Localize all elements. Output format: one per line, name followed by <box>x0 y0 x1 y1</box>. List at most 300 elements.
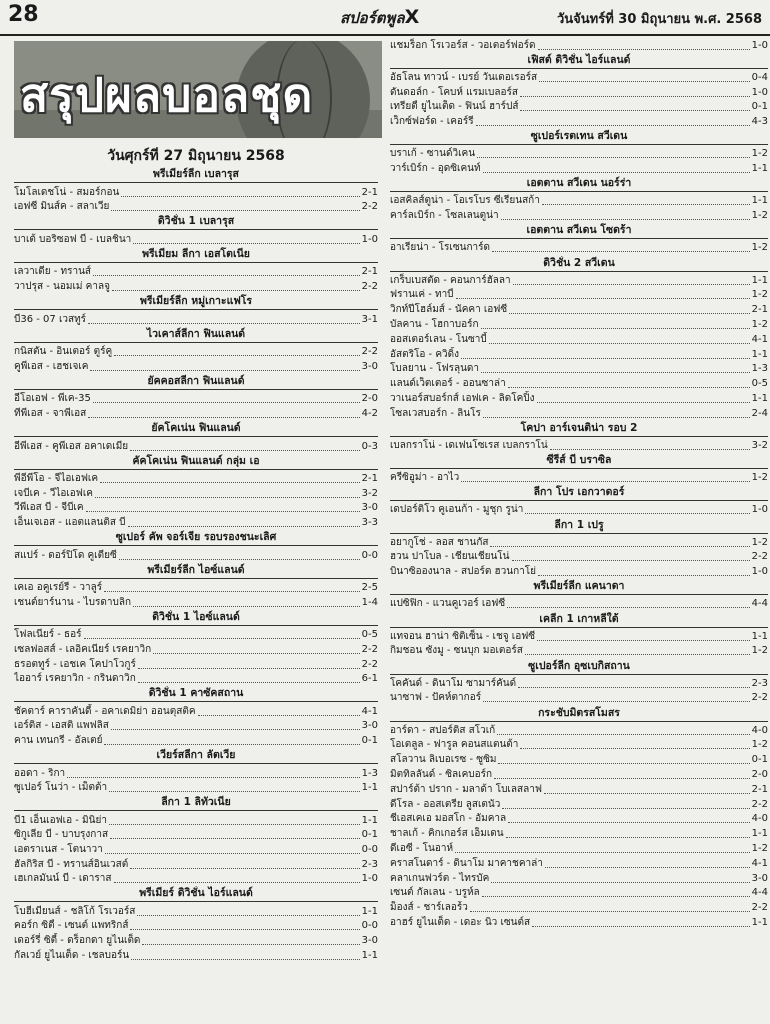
match-score: 2-5 <box>361 582 378 594</box>
match-score: 0-1 <box>751 101 768 113</box>
dot-leader <box>153 653 360 654</box>
match-score: 1-3 <box>751 363 768 375</box>
dot-leader <box>477 157 750 158</box>
match-teams: ออดา - ริกา <box>14 767 66 779</box>
dot-leader <box>455 852 750 853</box>
match-row <box>390 676 768 690</box>
dot-leader <box>461 481 749 482</box>
match-score: 1-4 <box>361 596 378 608</box>
dot-leader <box>128 526 360 527</box>
match-row <box>390 565 768 579</box>
match-score: 0-0 <box>361 843 378 855</box>
league-heading: ดิวิชั่น 2 สวีเดน <box>390 256 768 272</box>
match-row <box>390 753 768 767</box>
match-score: 1-1 <box>751 163 768 175</box>
match-teams: เบลกราโน่ - เดเฟนโซเรส เบลกราโน่ <box>390 439 548 451</box>
dot-leader <box>198 715 360 716</box>
match-row <box>390 377 768 391</box>
match-score: 2-2 <box>361 658 378 670</box>
league-heading: ไวเคาส์ลีกา ฟินแลนด์ <box>14 327 378 343</box>
dot-leader <box>501 219 750 220</box>
match-teams: กิมชอน ซังมู - ซนบุก มอเตอร์ส <box>390 645 523 657</box>
league-heading: โคปา อาร์เจนติน่า รอบ 2 <box>390 421 768 437</box>
match-score: 0-1 <box>361 829 378 841</box>
match-row <box>14 406 378 420</box>
match-score: 2-1 <box>751 783 768 795</box>
match-row <box>390 241 768 255</box>
match-row <box>390 871 768 885</box>
match-score: 1-1 <box>751 195 768 207</box>
match-score: 1-1 <box>361 905 378 917</box>
dot-leader <box>461 358 750 359</box>
match-score: 4-2 <box>361 407 378 419</box>
match-teams: เลวาเดีย - ทรานส์ <box>14 266 92 278</box>
match-row <box>14 439 378 453</box>
league-heading: ดิวิชั่น 1 ไอซ์แลนด์ <box>14 610 378 626</box>
match-row <box>390 723 768 737</box>
match-teams: โมโลเดชโน่ - สมอร์กอน <box>14 186 120 198</box>
match-row <box>14 781 378 795</box>
match-row <box>390 391 768 405</box>
dot-leader <box>542 204 750 205</box>
match-row <box>390 406 768 420</box>
match-row <box>14 933 378 947</box>
match-score: 1-2 <box>751 536 768 548</box>
dot-leader <box>537 640 750 641</box>
dot-leader <box>481 328 750 329</box>
match-row <box>14 672 378 686</box>
match-score: 2-3 <box>361 858 378 870</box>
match-teams: ฮวน ปาโบล - เชียนเชียนโน่ <box>390 551 510 563</box>
dot-leader <box>509 313 749 314</box>
match-teams: เกร็บเบสตัด - คอนการ์ฮัลลา <box>390 274 511 286</box>
match-score: 6-1 <box>361 673 378 685</box>
league-heading: ลีกา โปร เอกวาดอร์ <box>390 485 768 501</box>
league-heading: คัคโคเน่น ฟินแลนด์ กลุ่ม เอ <box>14 454 378 470</box>
match-row <box>14 359 378 373</box>
match-teams: บินาซิอองนาล - สปอร์ต ฮวนกาโย่ <box>390 566 536 578</box>
match-row <box>390 812 768 826</box>
dot-leader <box>490 546 749 547</box>
dot-leader <box>544 793 750 794</box>
match-teams: เซนต์ กัลเลน - บรูห์ล <box>390 887 480 899</box>
match-teams: กัลเวย์ ยูไนเต็ด - เชลบอร์น <box>14 949 130 961</box>
match-score: 2-2 <box>751 551 768 563</box>
match-row <box>14 719 378 733</box>
match-score: 3-0 <box>361 360 378 372</box>
dot-leader <box>121 196 359 197</box>
match-teams: เจบีเค - วีไอเอฟเค <box>14 487 93 499</box>
dot-leader <box>513 284 750 285</box>
match-teams: วีพีเอส บี - จีบีเค <box>14 502 84 514</box>
match-row <box>14 766 378 780</box>
match-row <box>390 115 768 129</box>
match-score: 2-2 <box>361 201 378 213</box>
match-row <box>14 857 378 871</box>
match-row <box>390 332 768 346</box>
match-teams: ธรอตทูร์ - เอชเค โคปาโวกูร์ <box>14 658 136 670</box>
match-row <box>390 644 768 658</box>
brand-logo <box>340 6 419 30</box>
league-heading: ดิวิชั่น 1 เบลารุส <box>14 214 378 230</box>
match-row <box>14 813 378 827</box>
league-heading: พรีเมียร์ลีก ไอซ์แลนด์ <box>14 563 378 579</box>
match-score: 1-2 <box>751 289 768 301</box>
match-row <box>14 501 378 515</box>
dot-leader <box>520 748 749 749</box>
match-row <box>390 550 768 564</box>
match-row <box>14 628 378 642</box>
match-teams: อัสตริโอ - ควิดิ้ง <box>390 348 459 360</box>
dot-leader <box>507 607 750 608</box>
match-score: 4-1 <box>751 857 768 869</box>
match-teams: แลนด์เว็ตเตอร์ - ออนซาล่า <box>390 378 506 390</box>
dot-leader <box>114 882 360 883</box>
match-score: 0-0 <box>361 549 378 561</box>
match-score: 2-2 <box>361 643 378 655</box>
match-teams: บัลคาน - โฮกาบอร์ก <box>390 318 479 330</box>
match-row <box>390 362 768 376</box>
match-teams: บราเก้ - ซานด์วิเคน <box>390 148 476 160</box>
match-teams: แทจอน ฮาน่า ซิติเซ็น - เชจู เอฟซี <box>390 630 536 642</box>
match-teams: อยากูโช่ - ลอส ชานกัส <box>390 536 489 548</box>
match-score: 3-0 <box>751 872 768 884</box>
match-row <box>14 200 378 214</box>
match-teams: ทีพีเอส - จาพีเอส <box>14 407 87 419</box>
match-teams: อาร์ดา - สปอร์ติส สโวเก้ <box>390 724 496 736</box>
match-teams: บาเต้ บอริซอฟ บี - เบลชินา <box>14 233 132 245</box>
match-teams: โคคันด์ - ดินาโม ซามาร์คันด์ <box>390 677 517 689</box>
match-teams: โบลยาน - โฟรลุนดา <box>390 363 480 375</box>
match-score: 4-1 <box>361 705 378 717</box>
dot-leader <box>131 959 359 960</box>
match-score: 1-1 <box>751 828 768 840</box>
league-heading: พรีเมียร์ลีก เบลารุส <box>14 167 378 183</box>
match-score: 1-0 <box>361 233 378 245</box>
match-teams: วาปรุส - นอมเม่ คาลจู <box>14 280 110 292</box>
match-row <box>390 886 768 900</box>
match-score: 1-1 <box>751 348 768 360</box>
dot-leader <box>88 323 360 324</box>
league-heading: ลีกา 1 เปรู <box>390 518 768 534</box>
match-teams: โฟลเนียร์ - ธอร์ <box>14 629 82 641</box>
dot-leader <box>525 513 749 514</box>
match-row <box>14 642 378 656</box>
match-score: 1-0 <box>751 86 768 98</box>
dot-leader <box>508 822 750 823</box>
league-heading: พรีเมียร์ ดิวิชั่น ไอร์แลนด์ <box>14 886 378 902</box>
match-row <box>390 438 768 452</box>
match-teams: เอ็นเจเอส - แอตแลนติส บี <box>14 516 126 528</box>
dot-leader <box>93 402 360 403</box>
match-teams: แชมร็อก โรเวอร์ส - วอเตอร์ฟอร์ด <box>390 39 536 51</box>
dot-leader <box>111 210 359 211</box>
match-row <box>390 841 768 855</box>
dot-leader <box>476 125 750 126</box>
match-score: 1-1 <box>751 274 768 286</box>
dot-leader <box>482 896 750 897</box>
dot-leader <box>512 560 750 561</box>
dot-leader <box>130 450 359 451</box>
match-teams: เคเอ อคูเรย์รี่ - วาลูร์ <box>14 582 103 594</box>
match-row <box>390 273 768 287</box>
dot-leader <box>483 701 750 702</box>
match-teams: ชัคตาร์ คาราคันดี้ - อคาเดมิย่า ออนตุสติค <box>14 705 196 717</box>
match-teams: ออสเตอร์เลน - โนซาบี้ <box>390 333 487 345</box>
match-row <box>14 515 378 529</box>
match-score: 4-1 <box>751 333 768 345</box>
match-teams: ชีเอสเคเอ มอสโก - อัมคาล <box>390 813 507 825</box>
dot-leader <box>497 734 749 735</box>
match-row <box>390 856 768 870</box>
match-row <box>390 767 768 781</box>
match-teams: คาน เทนกรี - อัลเตย์ <box>14 734 103 746</box>
dot-leader <box>520 110 749 111</box>
match-teams: มิตทิลลันด์ - ซิลเคบอร์ก <box>390 768 493 780</box>
match-score: 1-2 <box>751 739 768 751</box>
dot-leader <box>137 915 359 916</box>
match-teams: นาซาฟ - ปัคห์ตากอร์ <box>390 692 482 704</box>
match-teams: แปซิฟิก - แวนคูเวอร์ เอฟซี <box>390 598 506 610</box>
match-score: 4-4 <box>751 887 768 899</box>
match-score: 3-0 <box>361 502 378 514</box>
match-teams: วาเนอร์สบอร์กส์ เอฟเค - ลิดโคปิ้ง <box>390 392 535 404</box>
dot-leader <box>538 575 750 576</box>
match-score: 1-1 <box>751 392 768 404</box>
match-row <box>14 733 378 747</box>
page-number: 28 <box>8 2 39 27</box>
dot-leader <box>502 808 749 809</box>
match-row <box>14 185 378 199</box>
match-score: 0-4 <box>751 71 768 83</box>
match-row <box>390 827 768 841</box>
match-row <box>14 486 378 500</box>
match-row <box>390 85 768 99</box>
match-score: 1-3 <box>361 767 378 779</box>
match-row <box>390 194 768 208</box>
match-teams: บี36 - 07 เวสทูร์ <box>14 313 87 325</box>
dot-leader <box>105 853 360 854</box>
match-teams: สโลวาน ลิเบอเรซ - ซูซิม <box>390 754 497 766</box>
match-teams: ซิกูเลีย บี - บาบรุงกาส <box>14 829 109 841</box>
match-teams: กนิสตัน - อินเตอร์ ตูร์คู <box>14 346 113 358</box>
dot-leader <box>520 96 750 97</box>
match-teams: เว็กซ์ฟอร์ด - เคอร์รี่ <box>390 116 474 128</box>
match-teams: ครีซิอูม่า - อาไว <box>390 472 460 484</box>
match-score: 1-2 <box>751 210 768 222</box>
match-teams: เทรียตี้ ยูไนเต็ด - ฟินน์ ฮาร์ปส์ <box>390 101 519 113</box>
match-row <box>390 782 768 796</box>
match-teams: เฮเกลมันน์ บี - เดาราส <box>14 873 112 885</box>
dot-leader <box>130 868 359 869</box>
league-heading: ยัคคอสลีกา ฟินแลนด์ <box>14 374 378 390</box>
match-row <box>14 279 378 293</box>
match-score: 3-2 <box>751 439 768 451</box>
league-heading: พรีเมียม ลีกา เอสโตเนีย <box>14 247 378 263</box>
match-row <box>390 915 768 929</box>
match-row <box>14 948 378 962</box>
match-score: 4-3 <box>751 116 768 128</box>
match-score: 1-1 <box>361 949 378 961</box>
match-score: 1-0 <box>751 39 768 51</box>
match-teams: ดีโรล - ออสเตรีย ลูสเตนัว <box>390 798 501 810</box>
match-score: 4-4 <box>751 598 768 610</box>
league-heading: ดิวิชั่น 1 คาซัคสถาน <box>14 686 378 702</box>
dot-leader <box>491 882 749 883</box>
match-score: 0-3 <box>361 440 378 452</box>
dot-leader <box>104 744 359 745</box>
dot-leader <box>142 944 359 945</box>
dot-leader <box>456 298 750 299</box>
match-teams: เดปอร์ติโว คูเอนก้า - มูชุก รูน่า <box>390 504 524 516</box>
match-score: 1-0 <box>361 873 378 885</box>
match-teams: สแปร์ - ดอร์ปิโด คูเตียซี <box>14 549 117 561</box>
league-heading: กระชับมิตรสโมสร <box>390 706 768 722</box>
dot-leader <box>88 417 359 418</box>
dot-leader <box>483 172 750 173</box>
match-score: 2-1 <box>361 473 378 485</box>
match-score: 3-0 <box>361 720 378 732</box>
dot-leader <box>508 387 750 388</box>
match-row <box>390 288 768 302</box>
dot-leader <box>481 372 750 373</box>
dot-leader <box>538 49 750 50</box>
match-score: 0-5 <box>361 629 378 641</box>
match-teams: ฮัลกิริส บี - ทรานส์อินเวสต์ <box>14 858 129 870</box>
match-score: 2-3 <box>751 677 768 689</box>
match-row <box>14 919 378 933</box>
match-teams: ฟรานเค่ - ทาบี้ <box>390 289 454 301</box>
match-teams: คลาเกนฟวร์ต - ไทรบัค <box>390 872 490 884</box>
match-score: 2-1 <box>361 266 378 278</box>
dot-leader <box>109 824 360 825</box>
match-teams: เอตราเนส - โตนาวา <box>14 843 103 855</box>
match-teams: อาฮร์ ยูไนเต็ด - เดอะ นิว เซนต์ส <box>390 916 531 928</box>
match-score: 3-2 <box>361 487 378 499</box>
page-header <box>0 0 770 36</box>
dot-leader <box>67 777 360 778</box>
match-teams: ม็องส์ - ชาร์เลอร์ัว <box>390 902 468 914</box>
dot-leader <box>112 290 360 291</box>
section-banner <box>14 41 382 138</box>
match-teams: อีโอเอฟ - พีเค-35 <box>14 393 91 405</box>
match-teams: วิกท์ปีโฮล์มส์ - นัคคา เอฟซี <box>390 304 508 316</box>
match-teams: คราสโนดาร์ - ดินาโม มาคาชคาล่า <box>390 857 543 869</box>
match-teams: สปาร์ต้า ปราก - มลาด้า โบเลสลาฟ <box>390 783 542 795</box>
league-heading: เอตตาน สวีเดน นอร์ร่า <box>390 176 768 192</box>
match-teams: คูพีเอส - เฮชเจเค <box>14 360 89 372</box>
dot-leader <box>550 449 750 450</box>
dot-leader <box>114 355 360 356</box>
match-row <box>390 162 768 176</box>
dot-leader <box>492 251 750 252</box>
match-row <box>390 347 768 361</box>
match-score: 1-1 <box>361 814 378 826</box>
league-heading: ซีรีส์ บี บราซิล <box>390 453 768 469</box>
match-row <box>390 691 768 705</box>
league-heading: เคลีก 1 เกาหลีใต้ <box>390 612 768 628</box>
match-score: 1-2 <box>751 842 768 854</box>
match-teams: ซูเปอร์ โนว่า - เม็ตต้า <box>14 782 108 794</box>
match-row <box>390 597 768 611</box>
match-teams: เชนต์ยาร์นาน - ไบรดาบลิก <box>14 596 132 608</box>
match-row <box>390 901 768 915</box>
match-teams: เอร์ติส - เอสติ แพฟลิส <box>14 720 109 732</box>
dot-leader <box>111 729 360 730</box>
match-score: 1-0 <box>751 566 768 578</box>
dot-leader <box>537 402 750 403</box>
dot-leader <box>539 81 750 82</box>
dot-leader <box>100 482 360 483</box>
match-score: 2-1 <box>361 186 378 198</box>
dot-leader <box>119 559 360 560</box>
league-heading: ลีกา 1 ลิทัวเนีย <box>14 795 378 811</box>
match-score: 4-0 <box>751 724 768 736</box>
match-row <box>14 265 378 279</box>
match-score: 1-1 <box>751 916 768 928</box>
match-score: 0-1 <box>751 754 768 766</box>
dot-leader <box>498 763 749 764</box>
match-score: 3-0 <box>361 934 378 946</box>
match-row <box>14 581 378 595</box>
match-teams: พีอีพีโอ - จีไอเอฟเค <box>14 473 99 485</box>
match-row <box>14 842 378 856</box>
match-row <box>14 472 378 486</box>
match-teams: โบฮีเมียนส์ - ชลิโก้ โรเวอร์ส <box>14 905 136 917</box>
dot-leader <box>104 591 360 592</box>
banner-title: สรุปผลบอลชุด <box>20 68 314 122</box>
match-score: 1-2 <box>751 148 768 160</box>
dot-leader <box>483 417 750 418</box>
dot-leader <box>470 911 750 912</box>
match-row <box>390 629 768 643</box>
match-teams: เอฟซี มินส์ค - สลาเวีย <box>14 201 110 213</box>
dot-leader <box>130 929 359 930</box>
dot-leader <box>532 926 750 927</box>
match-row <box>14 657 378 671</box>
brand-mark: X <box>404 6 420 28</box>
dot-leader <box>506 837 750 838</box>
league-heading: เวียร์สลีกา ลัตเวีย <box>14 748 378 764</box>
match-score: 2-0 <box>751 768 768 780</box>
league-heading: เฟิสต์ ดิวิชั่น ไอร์แลนด์ <box>390 53 768 69</box>
dot-leader <box>93 275 360 276</box>
match-row <box>14 312 378 326</box>
match-score: 2-1 <box>751 304 768 316</box>
issue-date: วันจันทร์ที่ 30 มิถุนายน พ.ศ. 2568 <box>556 12 762 27</box>
match-row <box>390 503 768 517</box>
match-teams: อาเรียน่า - โรเซนการ์ด <box>390 242 491 254</box>
match-row <box>390 209 768 223</box>
match-teams: โซลเวสบอร์ก - ลินโร <box>390 407 481 419</box>
match-score: 2-2 <box>361 280 378 292</box>
match-teams: ดีเอซี - โนอาห์ <box>390 842 454 854</box>
match-row <box>390 38 768 52</box>
date-heading: วันศุกร์ที่ 27 มิถุนายน 2568 <box>107 148 285 164</box>
match-row <box>14 704 378 718</box>
match-teams: อีพีเอส - คูพีเอส อคาเดเมีย <box>14 440 129 452</box>
match-teams: บี1 เอ็นเอฟเอ - มินิย่า <box>14 814 107 826</box>
match-row <box>390 797 768 811</box>
match-teams: วาร์เบิร์ก - อุดซิเคนท์ <box>390 163 481 175</box>
match-teams: คอร์ก ซิตี้ - เซนต์ แพทริกส์ <box>14 920 129 932</box>
match-row <box>390 471 768 485</box>
dot-leader <box>138 668 360 669</box>
match-teams: อัธโลน ทาวน์ - เบรย์ วันเดอเรอร์ส <box>390 71 538 83</box>
match-teams: ไออาร์ เรคยาวิก - กรินดาวิก <box>14 673 136 685</box>
match-row <box>390 70 768 84</box>
dot-leader <box>489 343 750 344</box>
